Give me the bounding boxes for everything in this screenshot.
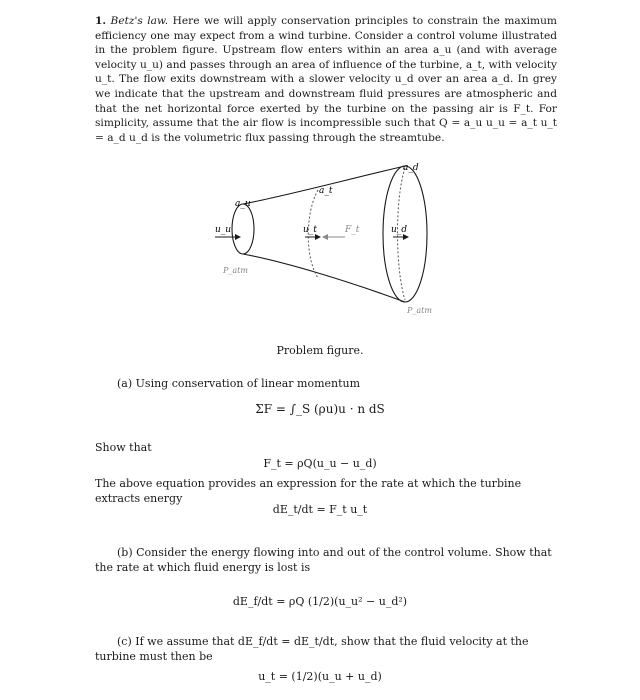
problem-paragraph: Here we will apply conservation principles to constrain the maximum efficiency one may expect from a wind turbine. Consider a control volume illustrated in the problem figure. Upstream flow enters within an area a_u (and with average velocity u_u) and passes through an area of influence of the turbine, a_t, with velocity u_t. The flow exits downstream with a slower velocity u_d over an area a_d. In grey we indicate that the upstream and downstream fluid pressures are atmospheric and that the net horizontal force exerted by the turbine on the passing air is F_t. For simplicity, assume that the air flow is incompressible such that Q = a_u u_u = a_t u_t = a_d u_d is the volumetric flux passing through the streamtube. <box>95 15 557 144</box>
part-b-text: Consider the energy flowing into and out of the control volume. Show that the rate at which fluid energy is lost is <box>95 546 552 574</box>
inflow-arrowhead <box>235 234 241 240</box>
part-a-equation-1: ΣF = ∫_S (ρu)u · n dS <box>255 402 385 416</box>
show-that-label: Show that <box>95 441 152 454</box>
part-a-equation-2: F_t = ρQ(u_u − u_d) <box>263 457 377 470</box>
label-at: a_t <box>319 186 333 196</box>
part-c-label: (c) <box>117 635 132 648</box>
problem-statement <box>95 14 557 145</box>
part-a-intro <box>117 376 360 391</box>
label-uu: u_u <box>215 225 232 235</box>
part-b-equation: dE_f/dt = ρQ (1/2)(u_u² − u_d²) <box>232 595 408 608</box>
part-a-text: Using conservation of linear momentum <box>135 377 361 390</box>
part-c-intro <box>95 634 557 664</box>
problem-number: 1. <box>95 15 107 27</box>
force-arrowhead <box>322 234 328 240</box>
upstream-ellipse <box>232 204 254 254</box>
label-ft: F_t <box>345 225 360 235</box>
tube-top-edge <box>243 166 405 204</box>
problem-title: Betz's law. <box>110 15 169 27</box>
label-ut: u_t <box>303 225 317 235</box>
figure-caption: Problem figure. <box>276 344 364 357</box>
part-c-text: If we assume that dE_f/dt = dE_t/dt, show that the fluid velocity at the turbine must then be <box>95 635 529 663</box>
part-b-label: (b) <box>117 546 133 559</box>
label-patm-right: P_atm <box>407 306 432 315</box>
part-a-after-text: The above equation provides an expression for the rate at which the turbine extracts energy <box>95 477 522 505</box>
label-ad: a_d <box>403 163 419 173</box>
part-a-label: (a) <box>117 377 133 390</box>
part-a-equation-3: dE_t/dt = F_t u_t <box>272 503 368 516</box>
label-patm-left: P_atm <box>223 266 248 275</box>
part-b-intro <box>95 545 557 575</box>
streamtube-figure <box>195 158 455 320</box>
part-c-equation: u_t = (1/2)(u_u + u_d) <box>258 670 382 683</box>
label-au: a_u <box>235 199 251 209</box>
label-ud: u_d <box>391 225 408 235</box>
tube-bottom-edge <box>243 254 405 302</box>
